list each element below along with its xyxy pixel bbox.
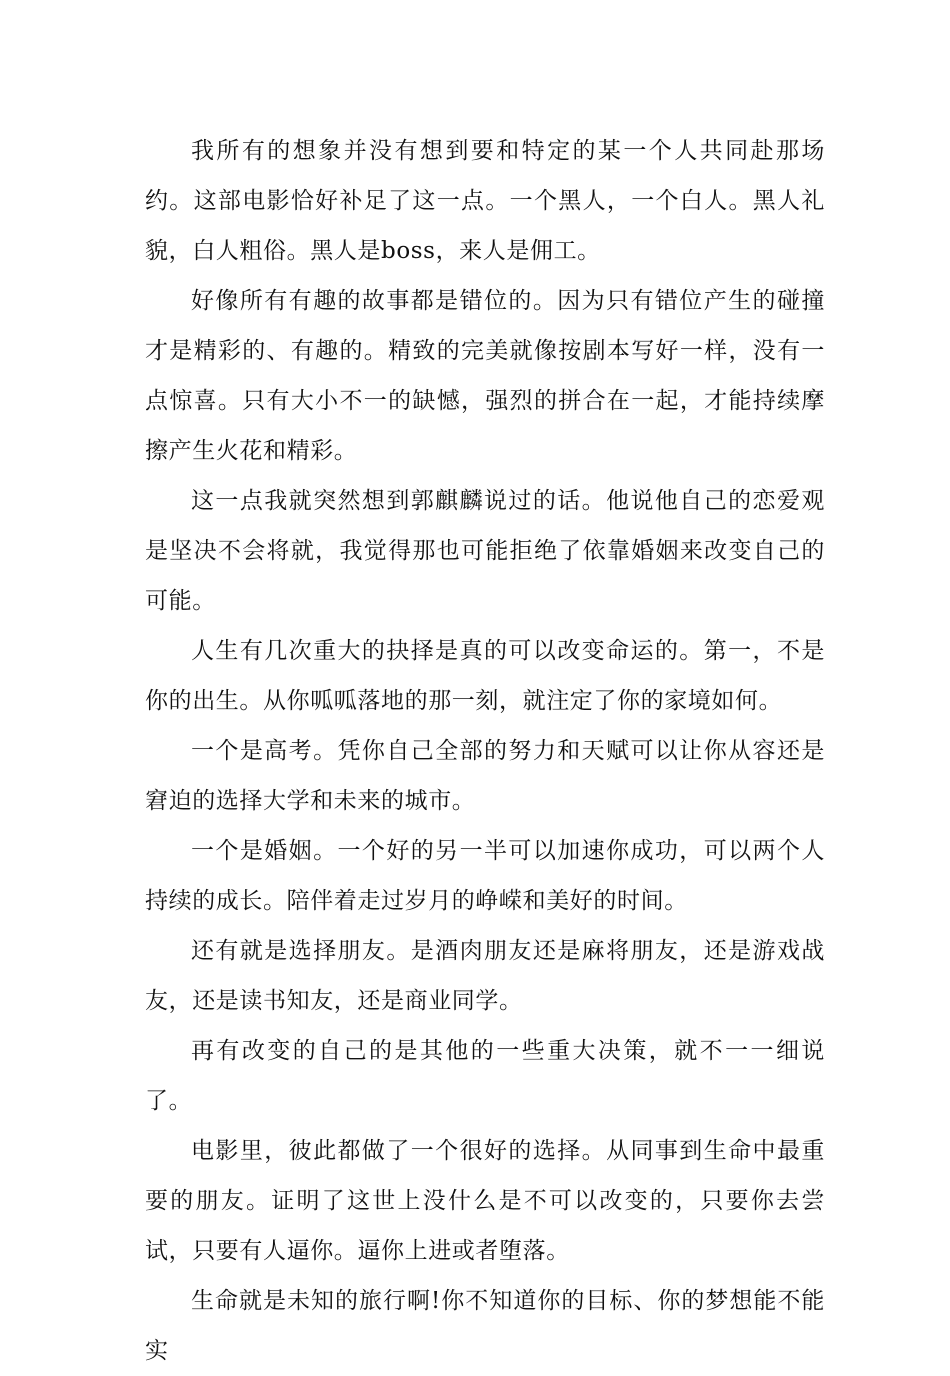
paragraph-9: 电影里，彼此都做了一个很好的选择。从同事到生命中最重要的朋友。证明了这世上没什么是不可以改变的，只要你去尝试，只要有人逼你。逼你上进或者堕落。: [145, 1138, 825, 1264]
paragraph-5: 一个是高考。凭你自己全部的努力和天赋可以让你从容还是窘迫的选择大学和未来的城市。: [145, 738, 825, 814]
paragraph-10: 生命就是未知的旅行啊!你不知道你的目标、你的梦想能不能实: [145, 1288, 825, 1364]
paragraph-7: 还有就是选择朋友。是酒肉朋友还是麻将朋友，还是游戏战友，还是读书知友，还是商业同学。: [145, 938, 825, 1014]
paragraph-2: 好像所有有趣的故事都是错位的。因为只有错位产生的碰撞才是精彩的、有趣的。精致的完美就像按剧本写好一样，没有一点惊喜。只有大小不一的缺憾，强烈的拼合在一起，才能持续摩擦产生火花和精彩。: [145, 288, 825, 464]
document-body: [145, 126, 825, 1376]
paragraph-3: 这一点我就突然想到郭麒麟说过的话。他说他自己的恋爱观是坚决不会将就，我觉得那也可能拒绝了依靠婚姻来改变自己的可能。: [145, 488, 825, 614]
paragraph-8: 再有改变的自己的是其他的一些重大决策，就不一一细说了。: [145, 1038, 825, 1114]
paragraph-1: 我所有的想象并没有想到要和特定的某一个人共同赴那场约。这部电影恰好补足了这一点。一个黑人，一个白人。黑人礼貌，白人粗俗。黑人是boss，来人是佣工。: [145, 138, 825, 264]
paragraph-4: 人生有几次重大的抉择是真的可以改变命运的。第一，不是你的出生。从你呱呱落地的那一刻，就注定了你的家境如何。: [145, 638, 825, 714]
paragraph-6: 一个是婚姻。一个好的另一半可以加速你成功，可以两个人持续的成长。陪伴着走过岁月的峥嵘和美好的时间。: [145, 838, 825, 914]
